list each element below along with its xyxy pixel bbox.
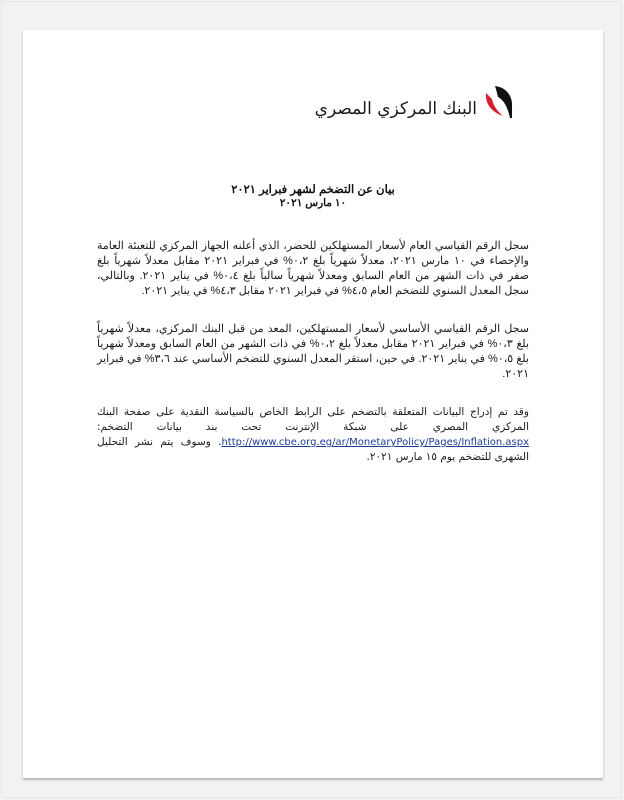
- paragraph-text: [97, 405, 529, 465]
- paragraph-text-before-link: وقد تم إدراج البيانات المتعلقة بالتضخم على الرابط الخاص بالسياسة النقدية على صفحة البنك المركزي المصري على شبكة الإنترنت تحت بند بيانات التضخم:: [97, 406, 529, 433]
- paragraph-text: سجل الرقم القياسي العام لأسعار المستهلكين للحضر، الذي أعلنه الجهاز المركزي للتعبئة العامة والإحصاء في ١٠ مارس ٢٠٢١، معدلاً شهرياً بلغ ٠،٢% في فبراير ٢٠٢١ مقابل معدلاً شهرياً بلغ صفر في ذات الشهر من العام السابق ومعدلاً شهرياً سالباً بلغ ٠،٤% في يناير ٢٠٢١. وبالتالي، سجل المعدل السنوي للتضخم العام ٤،٥% في فبراير ٢٠٢١ مقابل ٤،٣% في يناير ٢٠٢١.: [97, 240, 529, 297]
- document-date: ١٠ مارس ٢٠٢١: [279, 197, 347, 209]
- bank-name: البنك المركزي المصري: [314, 99, 477, 119]
- document-page: [23, 30, 603, 778]
- document-heading: [23, 183, 603, 210]
- letterhead: [315, 85, 515, 119]
- document-title: بيان عن التضخم لشهر فبراير ٢٠٢١: [231, 184, 395, 196]
- paragraph-data-link: [97, 405, 529, 465]
- paragraph-text: سجل الرقم القياسي الأساسي لأسعار المستهلكين، المعد من قبل البنك المركزي، معدلاً شهرياً بلغ ٠،٣% في فبراير ٢٠٢١ مقابل معدلاً بلغ ٠،٢% في ذات الشهر من العام السابق ومعدلاً شهرياً بلغ ٠،٥% في يناير ٢٠٢١. في حين، استقر المعدل السنوي للتضخم الأساسي عند ٣،٦% في فبراير ٢٠٢١.: [97, 323, 529, 380]
- cbe-logo-icon: [483, 85, 515, 119]
- inflation-data-link[interactable]: http://www.cbe.org.eg/ar/MonetaryPolicy/Pages/Inflation.aspx: [221, 437, 529, 448]
- paragraph-headline-inflation: [97, 239, 529, 299]
- paragraph-text-after-link: . وسوف يتم نشر التحليل الشهرى للتضخم يوم ١٥ مارس ٢٠٢١.: [97, 436, 529, 463]
- paragraph-core-inflation: [97, 322, 529, 382]
